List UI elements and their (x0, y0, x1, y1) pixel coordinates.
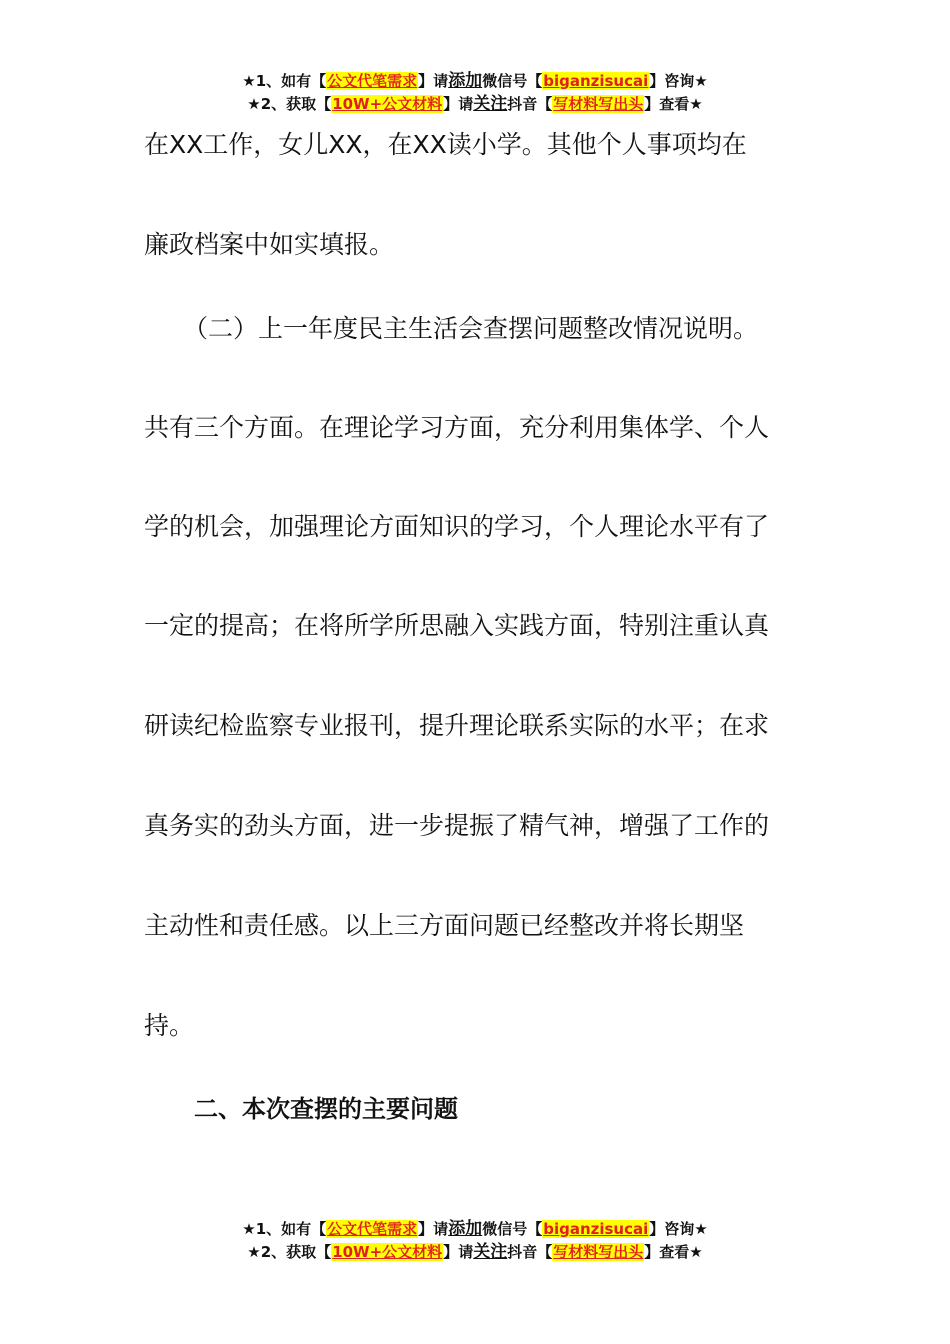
highlight-writing-service: 公文代笔需求 (327, 72, 418, 90)
highlight-douyin-account: 写材料写出头 (553, 1243, 644, 1261)
highlight-materials: 10W+公文材料 (332, 95, 443, 113)
banner-text: 】咨询★ (649, 72, 708, 90)
section-heading: 二、本次查摆的主要问题 (194, 1095, 458, 1123)
banner-line-2 (0, 93, 950, 116)
body-paragraph-line: 主动性和责任感。以上三方面问题已经整改并将长期坚 (144, 911, 745, 940)
highlight-writing-service: 公文代笔需求 (327, 1220, 418, 1238)
banner-text: 】查看★ (644, 1243, 703, 1261)
banner-text: ★1、如有【 (242, 1220, 327, 1238)
banner-line-1 (0, 70, 950, 93)
banner-text: ★2、获取【 (247, 1243, 332, 1261)
underlined-add: 添加 (448, 1219, 483, 1239)
highlight-wechat-id: biganzisucai (543, 1220, 649, 1238)
underlined-follow: 关注 (473, 1242, 508, 1262)
banner-text: 微信号【 (482, 1220, 543, 1238)
highlight-materials: 10W+公文材料 (332, 1243, 443, 1261)
body-paragraph-line: 共有三个方面。在理论学习方面，充分利用集体学、个人 (144, 413, 770, 442)
body-paragraph-line: 真务实的劲头方面，进一步提振了精气神，增强了工作的 (144, 811, 770, 840)
banner-text: 抖音【 (507, 95, 553, 113)
banner-line-1 (0, 1218, 950, 1241)
banner-line-2 (0, 1241, 950, 1264)
underlined-add: 添加 (448, 71, 483, 91)
body-paragraph-line: 一定的提高；在将所学所思融入实践方面，特别注重认真 (144, 611, 770, 640)
banner-text: ★1、如有【 (242, 72, 327, 90)
underlined-follow: 关注 (473, 94, 508, 114)
banner-text: 】咨询★ (649, 1220, 708, 1238)
body-paragraph-line: 研读纪检监察专业报刊，提升理论联系实际的水平；在求 (144, 711, 770, 740)
section-subheading-line: （二）上一年度民主生活会查摆问题整改情况说明。 (183, 314, 759, 343)
top-banner (0, 70, 950, 116)
highlight-wechat-id: biganzisucai (543, 72, 649, 90)
bottom-banner (0, 1218, 950, 1264)
body-paragraph-line: 廉政档案中如实填报。 (144, 230, 395, 259)
banner-text: ★2、获取【 (247, 95, 332, 113)
banner-text: 】查看★ (644, 95, 703, 113)
body-paragraph-line: 持。 (144, 1011, 195, 1040)
banner-text: 】请 (418, 72, 449, 90)
highlight-douyin-account: 写材料写出头 (553, 95, 644, 113)
body-paragraph-line: 学的机会，加强理论方面知识的学习，个人理论水平有了 (144, 512, 770, 541)
banner-text: 】请 (418, 1220, 449, 1238)
banner-text: 】请 (443, 1243, 474, 1261)
banner-text: 】请 (443, 95, 474, 113)
body-paragraph-line: 在XX工作，女儿XX，在XX读小学。其他个人事项均在 (144, 130, 747, 159)
banner-text: 抖音【 (507, 1243, 553, 1261)
banner-text: 微信号【 (482, 72, 543, 90)
